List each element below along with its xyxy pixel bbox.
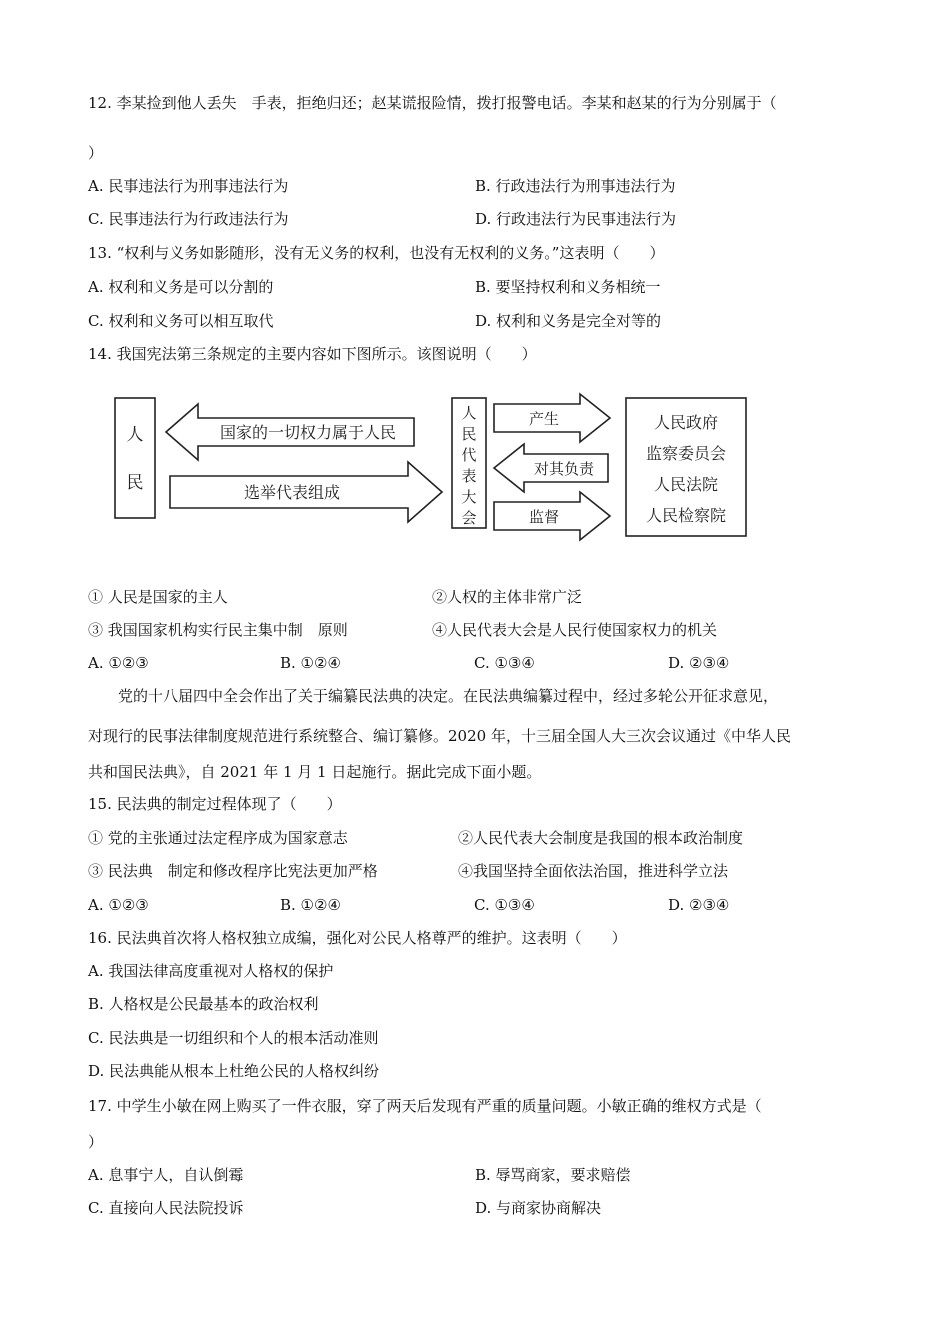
q15-option-a: A. ①②③ — [88, 896, 149, 914]
q12-option-b: B. 行政违法行为刑事违法行为 — [475, 177, 676, 195]
q17-option-d: D. 与商家协商解决 — [475, 1199, 602, 1217]
q15-stem: 15. 民法典的制定过程体现了（ ） — [88, 795, 342, 813]
q15-statement-4: ④我国坚持全面依法治国，推进科学立法 — [458, 862, 729, 880]
q16-option-a: A. 我国法律高度重视对人格权的保护 — [88, 962, 334, 980]
q14-statement-4: ④人民代表大会是人民行使国家权力的机关 — [432, 621, 718, 639]
q14-option-b: B. ①②④ — [280, 654, 341, 672]
constitution-diagram — [112, 392, 752, 542]
congress-char-3: 代 — [461, 446, 477, 464]
q14-option-a: A. ①②③ — [88, 654, 149, 672]
people-char-1: 人 — [126, 425, 144, 445]
q14-option-d: D. ②③④ — [668, 654, 730, 672]
q12-option-c: C. 民事违法行为行政违法行为 — [88, 210, 289, 228]
q15-option-d: D. ②③④ — [668, 896, 730, 914]
q14-statement-3: ③ 我国国家机构实行民主集中制 原则 — [88, 621, 348, 639]
q13-option-b: B. 要坚持权利和义务相统一 — [475, 278, 661, 296]
q15-statement-1: ① 党的主张通过法定程序成为国家意志 — [88, 829, 348, 847]
arrow-produce-label: 产生 — [528, 410, 560, 428]
passage-line-2: 对现行的民事法律制度规范进行系统整合、编订纂修。2020 年，十三届全国人大三次会议通过《中华人民 — [88, 727, 791, 745]
q17-option-a: A. 息事宁人，自认倒霉 — [88, 1166, 244, 1184]
q14-stem: 14. 我国宪法第三条规定的主要内容如下图所示。该图说明（ ） — [88, 345, 537, 363]
q15-statement-2: ②人民代表大会制度是我国的根本政治制度 — [458, 829, 744, 847]
congress-char-2: 民 — [461, 425, 477, 443]
congress-char-6: 会 — [461, 509, 477, 527]
q14-option-c: C. ①③④ — [474, 654, 535, 672]
congress-char-5: 大 — [461, 488, 477, 506]
q13-option-a: A. 权利和义务是可以分割的 — [88, 278, 274, 296]
passage-line-1: 党的十八届四中全会作出了关于编纂民法典的决定。在民法典编纂过程中，经过多轮公开征求意见， — [118, 687, 779, 705]
q17-option-c: C. 直接向人民法院投诉 — [88, 1199, 244, 1217]
arrow-elect-label: 选举代表组成 — [243, 483, 341, 502]
q13-stem: 13. “权利与义务如影随形，没有无义务的权利，也没有无权利的义务。”这表明（ ） — [88, 244, 665, 262]
q16-option-d: D. 民法典能从根本上杜绝公民的人格权纠纷 — [88, 1062, 380, 1080]
q14-statement-1: ① 人民是国家的主人 — [88, 588, 228, 606]
arrow-power-label: 国家的一切权力属于人民 — [219, 423, 397, 442]
organ-government: 人民政府 — [653, 413, 719, 432]
q13-option-d: D. 权利和义务是完全对等的 — [475, 312, 662, 330]
organ-procuratorate: 人民检察院 — [645, 506, 727, 525]
q12-option-d: D. 行政违法行为民事违法行为 — [475, 210, 677, 228]
arrow-responsible-label: 对其负责 — [533, 460, 595, 478]
q16-option-c: C. 民法典是一切组织和个人的根本活动准则 — [88, 1029, 379, 1047]
q12-option-a: A. 民事违法行为刑事违法行为 — [88, 177, 289, 195]
congress-char-4: 表 — [461, 467, 477, 485]
arrow-supervise-label: 监督 — [528, 508, 560, 526]
organ-court: 人民法院 — [653, 475, 719, 494]
passage-line-3: 共和国民法典》，自 2021 年 1 月 1 日起施行。据此完成下面小题。 — [88, 763, 542, 781]
q16-stem: 16. 民法典首次将人格权独立成编，强化对公民人格尊严的维护。这表明（ ） — [88, 929, 627, 947]
organ-supervisory: 监察委员会 — [645, 444, 727, 463]
q13-option-c: C. 权利和义务可以相互取代 — [88, 312, 274, 330]
q14-statement-2: ②人权的主体非常广泛 — [432, 588, 583, 606]
q15-option-b: B. ①②④ — [280, 896, 341, 914]
q17-stem-end: ） — [88, 1133, 104, 1151]
q15-statement-3: ③ 民法典 制定和修改程序比宪法更加严格 — [88, 862, 378, 880]
congress-char-1: 人 — [461, 404, 477, 422]
q15-option-c: C. ①③④ — [474, 896, 535, 914]
q12-stem: 12. 李某捡到他人丢失 手表，拒绝归还；赵某谎报险情，拨打报警电话。李某和赵某的行为分别属于（ — [88, 94, 777, 112]
q17-option-b: B. 辱骂商家，要求赔偿 — [475, 1166, 631, 1184]
q12-stem-end: ） — [88, 144, 104, 162]
people-char-2: 民 — [126, 473, 144, 493]
q16-option-b: B. 人格权是公民最基本的政治权利 — [88, 995, 319, 1013]
q17-stem: 17. 中学生小敏在网上购买了一件衣服，穿了两天后发现有严重的质量问题。小敏正确的维权方式是（ — [88, 1097, 762, 1115]
people-box — [115, 398, 155, 518]
